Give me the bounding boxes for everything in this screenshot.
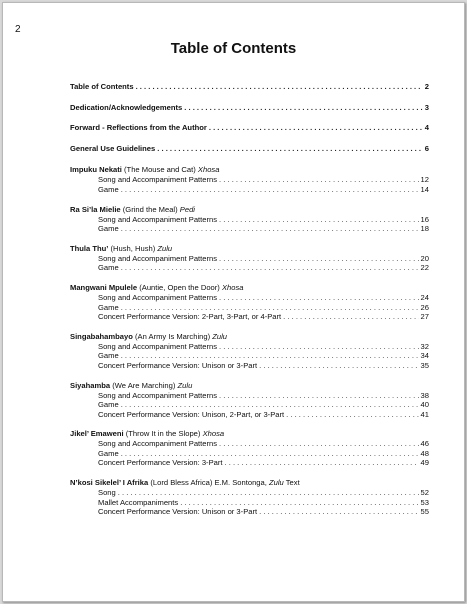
dot-leader xyxy=(121,351,419,361)
dot-leader xyxy=(121,303,419,313)
dot-leader xyxy=(219,293,419,303)
song-name: N’kosi Sikelel’ I Afrika xyxy=(70,478,149,488)
page-title: Table of Contents xyxy=(170,40,297,57)
dot-leader xyxy=(121,224,419,234)
toc-entry-page: 26 xyxy=(420,302,429,312)
song-language: Zulu xyxy=(212,331,228,341)
song-section xyxy=(70,282,429,322)
toc-sub-entry[interactable] xyxy=(70,361,429,371)
song-section xyxy=(70,477,429,517)
toc-sub-entry[interactable] xyxy=(70,293,429,303)
toc-sub-entry[interactable] xyxy=(70,215,429,225)
song-language: Zulu xyxy=(157,243,173,253)
song-name: Siyahamba xyxy=(70,380,111,390)
dot-leader xyxy=(219,254,419,264)
toc-entry-page: 12 xyxy=(420,175,429,185)
toc-entry-label: Concert Performance Version: 3-Part xyxy=(98,458,223,468)
toc-entry-label: Song and Accompaniment Patterns xyxy=(98,439,218,449)
toc-entry-table-of-contents[interactable] xyxy=(70,82,429,92)
dot-leader xyxy=(225,458,419,468)
toc-entry-label: Game xyxy=(98,224,119,234)
song-language: Xhosa xyxy=(202,429,225,439)
song-heading[interactable] xyxy=(70,204,429,215)
song-translation: (Lord Bless Africa) E.M. Sontonga, xyxy=(150,478,267,488)
toc-sub-entry[interactable] xyxy=(70,342,429,352)
song-language: Xhosa xyxy=(197,165,220,175)
song-section xyxy=(70,204,429,234)
song-translation: (Grind the Meal) xyxy=(122,204,178,214)
toc-entry-page: 14 xyxy=(420,184,429,194)
toc-sub-entry[interactable] xyxy=(70,498,429,508)
toc-entry-label: Song and Accompaniment Patterns xyxy=(98,214,218,224)
toc-sub-entry[interactable] xyxy=(70,507,429,517)
toc-entry-page: 41 xyxy=(420,409,429,419)
toc-entry-page: 49 xyxy=(420,458,429,468)
song-section xyxy=(70,243,429,273)
table-of-contents xyxy=(70,82,429,526)
song-translation: (The Mouse and Cat) xyxy=(124,165,196,175)
toc-entry-label: Concert Performance Version: 2-Part, 3-Part, or 4-Part xyxy=(98,312,282,322)
dot-leader xyxy=(219,439,419,449)
page-number: 2 xyxy=(15,24,21,35)
song-name: Jikel’ Emaweni xyxy=(70,429,124,439)
song-heading[interactable] xyxy=(70,331,429,342)
toc-entry-label: Song and Accompaniment Patterns xyxy=(98,253,218,263)
toc-entry-label: Dedication/Acknowledgements xyxy=(70,102,183,112)
toc-entry-page: 27 xyxy=(420,312,429,322)
toc-sub-entry[interactable] xyxy=(70,175,429,185)
toc-sub-entry[interactable] xyxy=(70,263,429,273)
song-translation: (Hush, Hush) xyxy=(110,243,156,253)
toc-sub-entry[interactable] xyxy=(70,391,429,401)
toc-entry-label: Game xyxy=(98,263,119,273)
toc-sub-entry[interactable] xyxy=(70,224,429,234)
toc-sub-entry[interactable] xyxy=(70,410,429,420)
toc-entry-page: 4 xyxy=(424,123,429,133)
toc-sub-entry[interactable] xyxy=(70,400,429,410)
toc-entry-label: Song and Accompaniment Patterns xyxy=(98,175,218,185)
song-section xyxy=(70,164,429,194)
toc-entry-label: Game xyxy=(98,400,119,410)
document-page xyxy=(2,2,465,602)
dot-leader xyxy=(121,449,419,459)
dot-leader xyxy=(118,488,419,498)
toc-entry-forward[interactable] xyxy=(70,123,429,133)
toc-sub-entry[interactable] xyxy=(70,312,429,322)
song-list xyxy=(70,164,429,516)
toc-entry-label: Concert Performance Version: Unison, 2-Part, or 3-Part xyxy=(98,409,285,419)
song-language: Zulu xyxy=(177,380,193,390)
toc-entry-page: 16 xyxy=(420,214,429,224)
song-translation: (An Army Is Marching) xyxy=(135,331,211,341)
dot-leader xyxy=(209,123,423,133)
toc-sub-entry[interactable] xyxy=(70,449,429,459)
dot-leader xyxy=(219,342,419,352)
dot-leader xyxy=(286,410,418,420)
song-heading[interactable] xyxy=(70,243,429,254)
toc-entry-label: Concert Performance Version: Unison or 3-Part xyxy=(98,507,258,517)
dot-leader xyxy=(180,498,418,508)
toc-entry-page: 2 xyxy=(424,82,429,91)
toc-entry-page: 22 xyxy=(420,263,429,273)
toc-entry-page: 18 xyxy=(420,224,429,234)
toc-entry-label: Forward - Reflections from the Author xyxy=(70,123,207,133)
song-heading[interactable] xyxy=(70,477,429,488)
toc-entry-page: 55 xyxy=(420,507,429,517)
song-name: Thula Thu’ xyxy=(70,243,109,253)
song-heading[interactable] xyxy=(70,428,429,439)
song-translation: (Throw It in the Slope) xyxy=(125,429,201,439)
toc-entry-page: 46 xyxy=(420,439,429,449)
song-name: Ra Si’la Mielie xyxy=(70,204,121,214)
dot-leader xyxy=(219,215,419,225)
toc-entry-label: Song and Accompaniment Patterns xyxy=(98,390,218,400)
dot-leader xyxy=(136,82,423,92)
dot-leader xyxy=(219,175,419,185)
toc-entry-guidelines[interactable] xyxy=(70,144,429,154)
dot-leader xyxy=(121,185,419,195)
song-heading[interactable] xyxy=(70,282,429,293)
dot-leader xyxy=(219,391,419,401)
song-section xyxy=(70,380,429,420)
toc-entry-label: Game xyxy=(98,184,119,194)
song-heading[interactable] xyxy=(70,380,429,391)
song-heading[interactable] xyxy=(70,164,429,175)
toc-entry-label: Game xyxy=(98,351,119,361)
song-name: Singabahambayo xyxy=(70,331,133,341)
dot-leader xyxy=(157,144,423,154)
toc-sub-entry[interactable] xyxy=(70,439,429,449)
toc-entry-page: 3 xyxy=(424,102,429,112)
toc-entry-page: 35 xyxy=(420,360,429,370)
toc-entry-label: General Use Guidelines xyxy=(70,143,156,153)
song-translation: (Auntie, Open the Door) xyxy=(139,282,220,292)
toc-entry-page: 53 xyxy=(420,497,429,507)
toc-entry-label: Song and Accompaniment Patterns xyxy=(98,292,218,302)
song-section xyxy=(70,428,429,468)
song-language: Xhosa xyxy=(221,282,244,292)
song-translation: (We Are Marching) xyxy=(112,380,176,390)
dot-leader xyxy=(121,400,419,410)
toc-entry-page: 20 xyxy=(420,253,429,263)
toc-entry-label: Table of Contents xyxy=(70,82,134,91)
song-name: Impuku Nekati xyxy=(70,165,122,175)
toc-entry-page: 6 xyxy=(424,143,429,153)
song-suffix: Text xyxy=(285,478,300,488)
toc-entry-page: 40 xyxy=(420,400,429,410)
toc-entry-label: Mallet Accompaniments xyxy=(98,497,179,507)
toc-entry-label: Song and Accompaniment Patterns xyxy=(98,341,218,351)
toc-entry-label: Song xyxy=(98,488,116,498)
toc-entry-page: 32 xyxy=(420,341,429,351)
toc-entry-label: Game xyxy=(98,448,119,458)
dot-leader xyxy=(259,361,418,371)
toc-sub-entry[interactable] xyxy=(70,458,429,468)
dot-leader xyxy=(184,103,423,113)
toc-entry-dedication[interactable] xyxy=(70,103,429,113)
song-section xyxy=(70,331,429,371)
song-language: Zulu xyxy=(268,478,284,488)
toc-entry-page: 48 xyxy=(420,448,429,458)
toc-sub-entry[interactable] xyxy=(70,488,429,498)
toc-entry-page: 38 xyxy=(420,390,429,400)
dot-leader xyxy=(259,507,418,517)
song-language: Pedi xyxy=(179,204,195,214)
toc-entry-page: 34 xyxy=(420,351,429,361)
toc-sub-entry[interactable] xyxy=(70,351,429,361)
toc-entry-label: Concert Performance Version: Unison or 3-Part xyxy=(98,360,258,370)
toc-sub-entry[interactable] xyxy=(70,185,429,195)
toc-entry-label: Game xyxy=(98,302,119,312)
song-name: Mangwani Mpulele xyxy=(70,282,138,292)
toc-entry-page: 24 xyxy=(420,292,429,302)
toc-sub-entry[interactable] xyxy=(70,303,429,313)
dot-leader xyxy=(121,263,419,273)
dot-leader xyxy=(283,312,418,322)
front-matter-list xyxy=(70,82,429,153)
toc-sub-entry[interactable] xyxy=(70,254,429,264)
toc-entry-page: 52 xyxy=(420,488,429,498)
